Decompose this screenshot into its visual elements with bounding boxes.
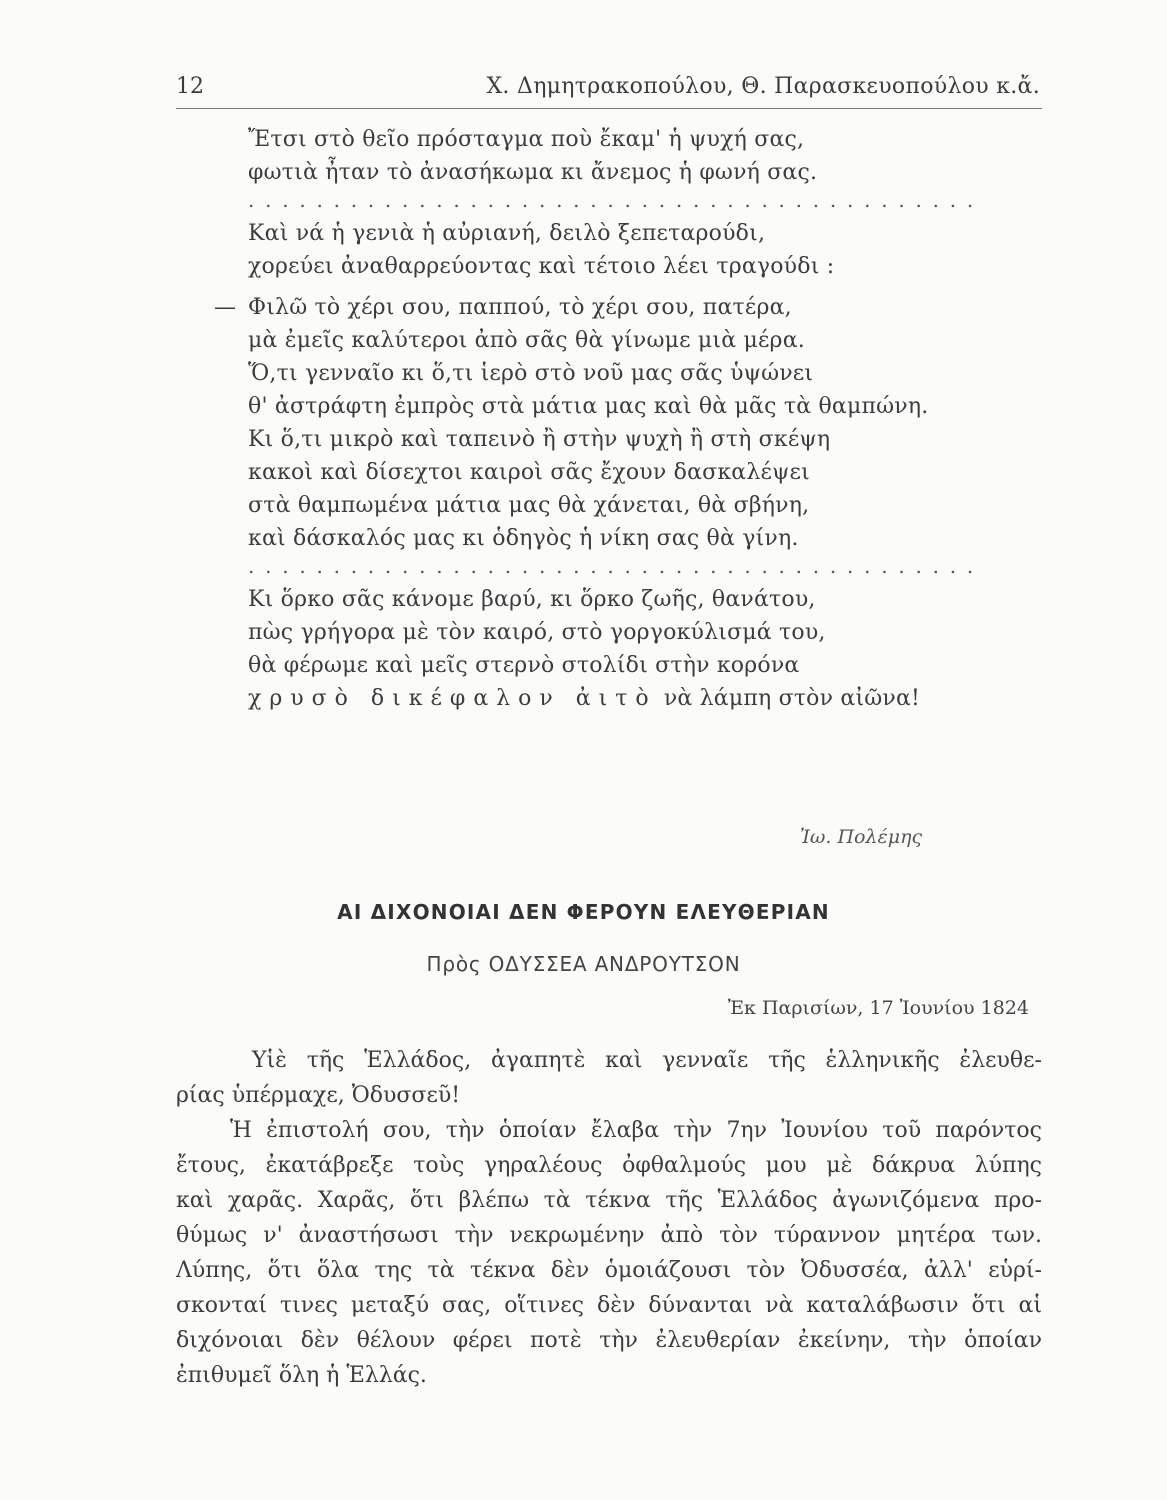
letter-line: ἔτους, ἐκατάβρεξε τοὺς γηραλέους ὀφθαλμούς μου μὲ δάκρυα λύπης [176,1153,1042,1178]
letter-line: καὶ χαρᾶς. Χαρᾶς, ὅτι βλέπω τὰ τέκνα τῆς Ἑλλάδος ἀγωνιζόμενα προ- [176,1188,1042,1213]
poem-stanza-3 [214,291,1014,555]
poem-line-text: νὰ λάμπη στὸν αἰῶνα! [663,686,921,711]
poem-line: Καὶ νά ἡ γενιὰ ἡ αὐριανή, δειλὸ ξεπεταρούδι, [248,221,766,246]
letter-line: Υἱὲ τῆς Ἑλλάδος, ἀγαπητὲ καὶ γενναῖε τῆς ἑλληνικῆς ἐλευθε- [252,1048,1042,1073]
ellipsis-separator: . . . . . . . . . . . . . . . . . . . . . . . . . . . . . . . . . . . . . . . . . . . [248,188,976,212]
letter-line: διχόνοιαι δὲν θέλουν φέρει ποτὲ τὴν ἐλευθερίαν ἐκείνην, τὴν ὁποίαν [176,1328,1042,1353]
poem-line: Ὅ,τι γενναῖο κι ὅ,τι ἱερὸ στὸ νοῦ μας σᾶς ὑψώνει [248,361,814,386]
poem-line-text: Φιλῶ τὸ χέρι σου, παππού, τὸ χέρι σου, πατέρα, [248,295,792,320]
letter-subtitle: Πρὸς ΟΔΥΣΣΕΑ ΑΝΔΡΟΥΤΣΟΝ [426,952,741,976]
poem-line: κακοὶ καὶ δίσεχτοι καιροὶ σᾶς ἔχουν δασκαλέψει [248,460,810,485]
poem-line: στὰ θαμπωμένα μάτια μας θὰ χάνεται, θὰ σβήνη, [248,493,810,518]
letter-body [176,1043,1042,1393]
running-head-authors: Χ. Δημητρακοπούλου, Θ. Παρασκευοπούλου κ.ἄ. [486,74,1040,99]
poem-stanza-2 [214,217,1014,283]
poem-line [214,291,1014,324]
letter-line: θύμως ν' ἀναστήσωσι τὴν νεκρωμένην ἀπὸ τὸν τύραννον μητέρα των. [176,1223,1042,1248]
poem-line: Ἔτσι στὸ θεῖο πρόσταγμα ποὺ ἔκαμ' ἡ ψυχή σας, [248,127,805,152]
poem-line: χορεύει ἀναθαρρεύοντας καὶ τέτοιο λέει τραγούδι : [248,254,835,279]
poem-line [214,682,1014,715]
poem-stanza-1 [214,123,1014,189]
poem-line: φωτιὰ ἦταν τὸ ἀνασήκωμα κι ἄνεμος ἡ φωνή σας. [248,160,818,185]
poem-line: Κι ὅ,τι μικρὸ καὶ ταπεινὸ ἢ στὴν ψυχὴ ἢ στὴ σκέψη [248,427,831,452]
poem-line: Κι ὅρκο σᾶς κάνομε βαρύ, κι ὅρκο ζωῆς, θανάτου, [248,587,816,612]
letter-title: ΑΙ ΔΙΧΟΝΟΙΑΙ ΔΕΝ ΦΕΡΟΥΝ ΕΛΕΥΘΕΡΙΑΝ [337,900,830,924]
poem [214,123,1014,715]
letter-line: Ἡ ἐπιστολή σου, τὴν ὁποίαν ἔλαβα τὴν 7ην Ἰουνίου τοῦ παρόντος [230,1118,1042,1143]
spaced-emphasis: χρυσὸ δικέφαλον ἀιτὸ [248,686,657,711]
letter-line: ἐπιθυμεῖ ὅλη ἡ Ἑλλάς. [176,1363,427,1388]
dialogue-dash: — [214,295,237,320]
poem-line: θὰ φέρωμε καὶ μεῖς στερνὸ στολίδι στὴν κορόνα [248,653,800,678]
letter-line: σκονταί τινες μεταξύ σας, οἵτινες δὲν δύνανται νὰ καταλάβωσιν ὅτι αἱ [176,1293,1042,1318]
page-number: 12 [176,74,204,99]
letter-line: ρίας ὑπέρμαχε, Ὀδυσσεῦ! [176,1083,461,1108]
running-header [176,68,1042,109]
letter-dateline: Ἐκ Παρισίων, 17 Ἰουνίου 1824 [727,997,1029,1019]
poem-line: μὰ ἐμεῖς καλύτεροι ἀπὸ σᾶς θὰ γίνωμε μιὰ μέρα. [248,328,805,353]
poem-line: πὼς γρήγορα μὲ τὸν καιρό, στὸ γοργοκύλισμά του, [248,620,826,645]
poem-line: καὶ δάσκαλός μας κι ὁδηγὸς ἡ νίκη σας θὰ γίνη. [248,526,799,551]
poem-stanza-4 [214,583,1014,715]
ellipsis-separator: . . . . . . . . . . . . . . . . . . . . . . . . . . . . . . . . . . . . . . . . . . . [248,554,976,578]
letter-line: Λύπης, ὅτι ὅλα της τὰ τέκνα δὲν ὁμοιάζουσι τὸν Ὀδυσσέα, ἀλλ' εὑρί- [176,1258,1042,1283]
poem-line: θ' ἀστράφτη ἐμπρὸς στὰ μάτια μας καὶ θὰ μᾶς τὰ θαμπώνη. [248,394,929,419]
poem-signature: Ἰω. Πολέμης [800,826,923,848]
